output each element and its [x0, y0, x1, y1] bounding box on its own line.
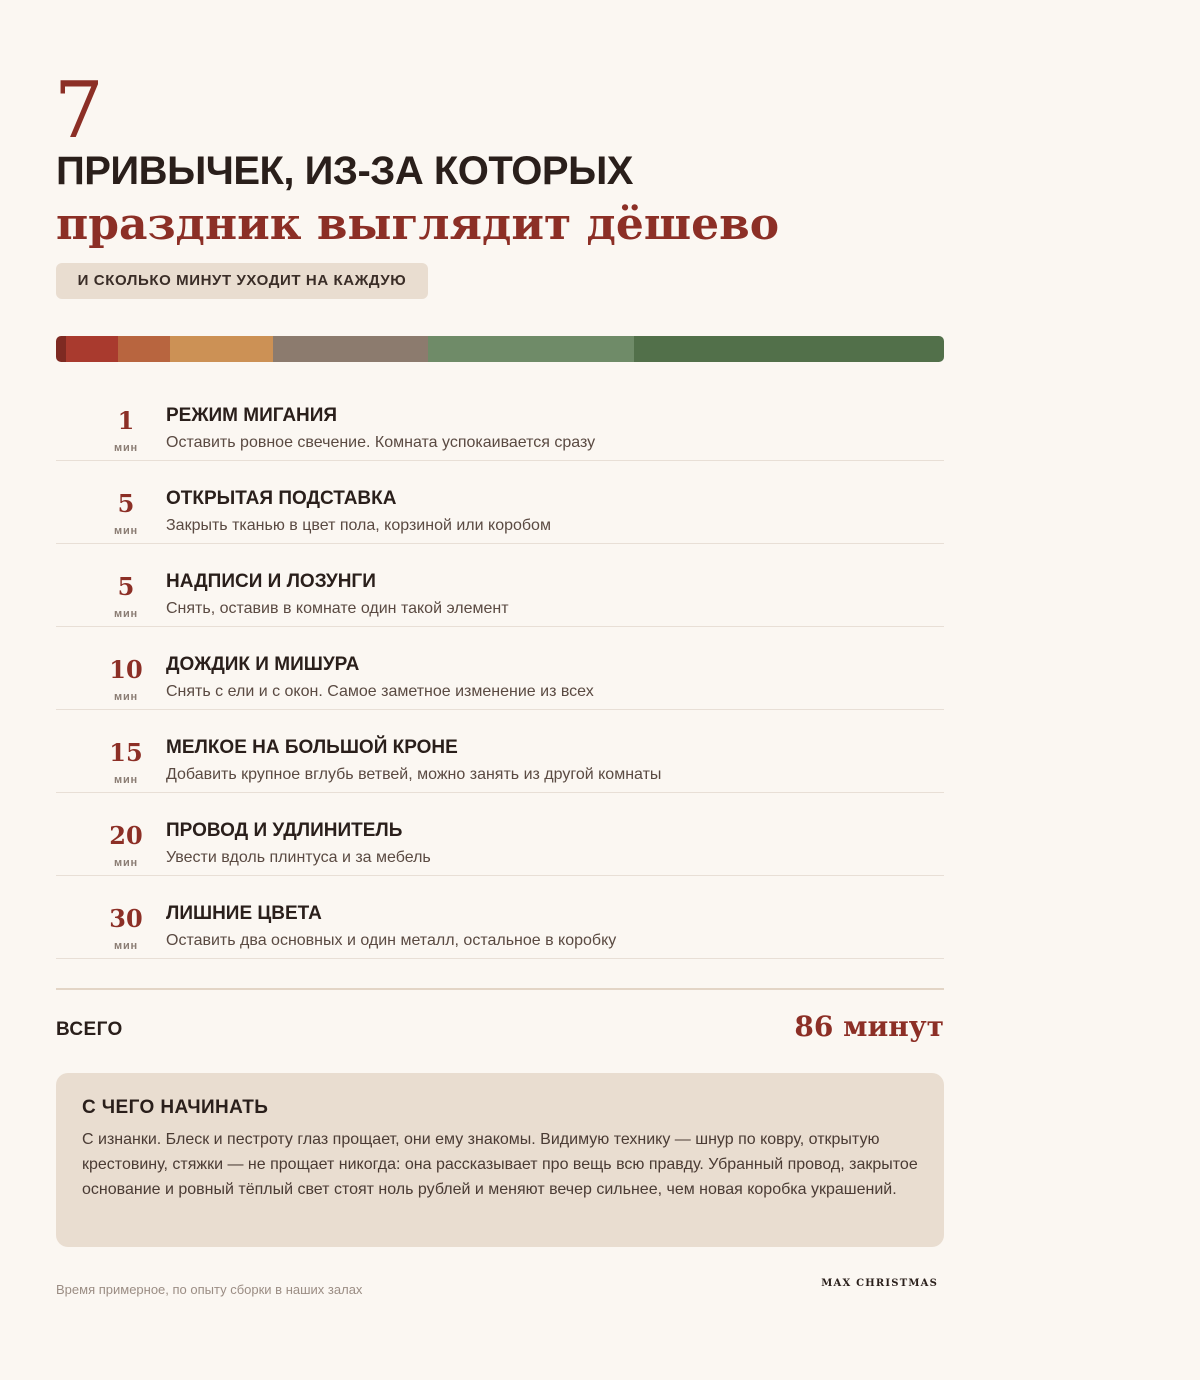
habit-row: [56, 793, 944, 876]
total-value: 86 минут: [794, 1010, 944, 1043]
habit-minutes: 30: [109, 904, 143, 933]
habit-count-number: 7: [54, 66, 104, 156]
card-body: С изнанки. Блеск и пестроту глаз прощает, они ему знакомы. Видимую технику — шнур по ковру, открытую крестовину, стяжки — не прощает никогда: она рассказывает про вещь всю правду. Убранный провод, закрытое основание и ровный тёплый свет стоят ноль рублей и меняют вечер сильнее, чем новая коробка украшений.: [82, 1131, 918, 1198]
habit-description: Увести вдоль плинтуса и за мебель: [166, 849, 431, 866]
habit-minutes-unit: мин: [114, 940, 138, 952]
habit-minutes-unit: мин: [114, 857, 138, 869]
habit-minutes: 10: [109, 655, 143, 684]
time-bar-segment: [273, 336, 428, 362]
habit-description: Добавить крупное вглубь ветвей, можно занять из другой комнаты: [166, 766, 662, 783]
habit-row: [56, 876, 944, 959]
time-bar-segment: [634, 336, 944, 362]
habit-minutes: 5: [117, 489, 135, 518]
habit-name: ПРОВОД И УДЛИНИТЕЛЬ: [166, 820, 403, 841]
habit-minutes: 15: [109, 738, 143, 767]
habit-list: [56, 378, 944, 959]
habit-row: [56, 627, 944, 710]
habit-row: [56, 378, 944, 461]
habit-row: [56, 544, 944, 627]
habit-row: [56, 461, 944, 544]
starting-point-card: [56, 1073, 944, 1247]
habit-minutes-unit: мин: [114, 442, 138, 454]
habit-minutes: 20: [109, 821, 143, 850]
time-bar-segment: [66, 336, 118, 362]
habit-name: ЛИШНИЕ ЦВЕТА: [166, 903, 322, 924]
title-line-1: ПРИВЫЧЕК, ИЗ-ЗА КОТОРЫХ: [56, 149, 633, 193]
time-bar-segment: [170, 336, 273, 362]
habit-minutes-unit: мин: [114, 608, 138, 620]
habit-minutes-unit: мин: [114, 525, 138, 537]
habit-minutes: 5: [117, 572, 135, 601]
time-bar-segment: [118, 336, 170, 362]
habit-description: Снять, оставив в комнате один такой элемент: [166, 600, 509, 617]
time-distribution-bar: [56, 336, 944, 362]
total-label: ВСЕГО: [56, 1019, 123, 1040]
footnote: Время примерное, по опыту сборки в наших залах: [56, 1282, 363, 1297]
card-title: С ЧЕГО НАЧИНАТЬ: [82, 1097, 269, 1118]
habit-name: ОТКРЫТАЯ ПОДСТАВКА: [166, 488, 397, 509]
habit-description: Оставить два основных и один металл, остальное в коробку: [166, 932, 617, 949]
title-line-2: праздник выглядит дёшево: [56, 199, 780, 250]
habit-name: РЕЖИМ МИГАНИЯ: [166, 405, 338, 426]
habit-description: Закрыть тканью в цвет пола, корзиной или коробом: [166, 517, 551, 534]
habit-description: Оставить ровное свечение. Комната успокаивается сразу: [166, 434, 596, 451]
habit-row: [56, 710, 944, 793]
habit-name: НАДПИСИ И ЛОЗУНГИ: [166, 571, 376, 592]
habit-description: Снять с ели и с окон. Самое заметное изменение из всех: [166, 683, 594, 700]
time-bar-segment: [56, 336, 66, 362]
habit-name: МЕЛКОЕ НА БОЛЬШОЙ КРОНЕ: [166, 737, 458, 758]
habit-minutes-unit: мин: [114, 774, 138, 786]
time-bar-segment: [428, 336, 635, 362]
habit-name: ДОЖДИК И МИШУРА: [166, 654, 360, 675]
brand-logo: MAX CHRISTMAS: [821, 1278, 938, 1289]
habit-minutes-unit: мин: [114, 691, 138, 703]
subtitle-badge: И СКОЛЬКО МИНУТ УХОДИТ НА КАЖДУЮ: [56, 263, 428, 299]
total-divider: [56, 988, 944, 990]
habit-minutes: 1: [117, 406, 135, 435]
